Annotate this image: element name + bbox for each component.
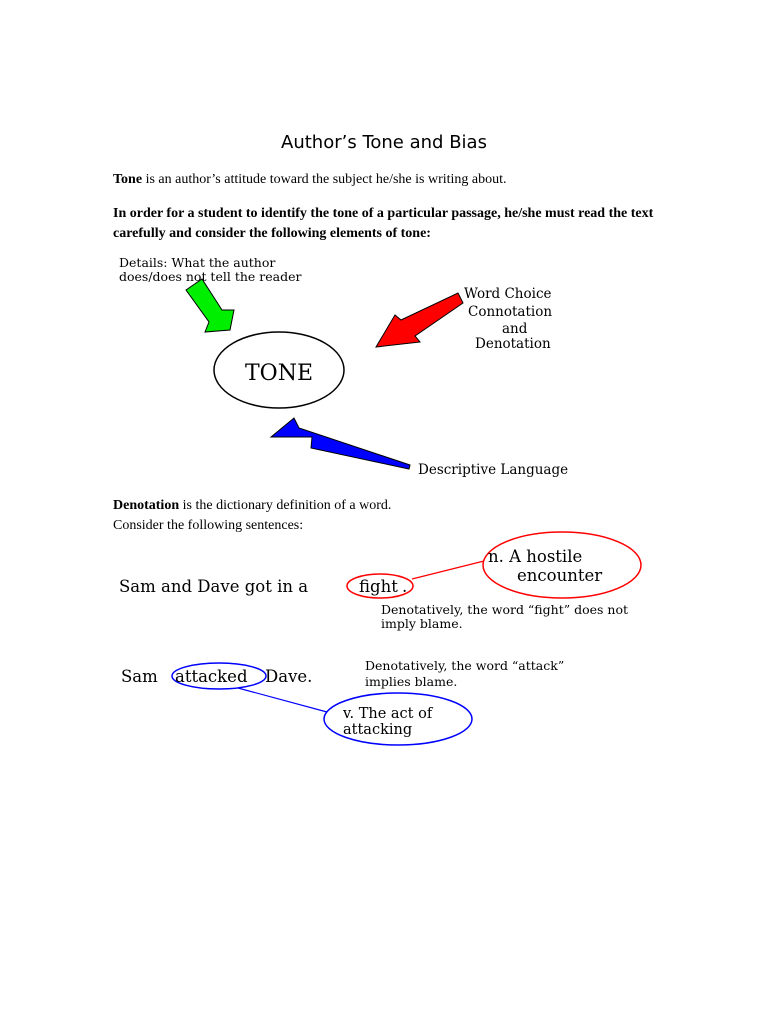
example2-sentence-start: Sam	[121, 667, 158, 686]
denotation-paragraph	[113, 496, 673, 536]
details-arrow	[186, 279, 234, 332]
attack-note-line1: Denotatively, the word “attack”	[365, 658, 565, 673]
tone-definition-text: is an author’s attitude toward the subject he/she is writing about.	[142, 172, 507, 187]
attacked-definition-line1: v. The act of	[343, 706, 433, 722]
descriptive-label: Descriptive Language	[418, 462, 569, 478]
fight-definition-line2: encounter	[517, 566, 603, 585]
example1-word: fight	[359, 577, 398, 596]
attacked-definition-line2: attacking	[343, 722, 413, 738]
fight-note-line1: Denotatively, the word “fight” does not	[381, 602, 628, 617]
details-label-line1: Details: What the author	[119, 255, 276, 270]
connotation-label: Connotation	[468, 304, 553, 320]
attacked-connector	[238, 688, 327, 712]
denotation-definition-text: is the dictionary definition of a word.	[179, 498, 392, 513]
and-label: and	[502, 321, 528, 337]
fight-connector	[412, 561, 484, 579]
instruction-paragraph: In order for a student to identify the tone of a particular passage, he/she must read the text carefully and consider the following elements of tone:	[113, 206, 654, 241]
attack-note-line2: implies blame.	[365, 674, 458, 689]
denotation-term: Denotation	[113, 498, 180, 513]
page-title: Author’s Tone and Bias	[281, 132, 487, 153]
word-choice-label: Word Choice	[464, 286, 552, 302]
example2-word: attacked	[175, 667, 248, 686]
tone-center-label: TONE	[244, 361, 314, 386]
consider-sentences-text: Consider the following sentences:	[113, 518, 304, 533]
example1-sentence-end: .	[402, 577, 408, 596]
fight-definition-line1: n. A hostile	[488, 547, 583, 566]
tone-term: Tone	[113, 172, 143, 187]
denotation-label: Denotation	[475, 336, 551, 352]
example1-sentence-start: Sam and Dave got in a	[119, 577, 309, 596]
word-choice-arrow	[376, 293, 463, 347]
details-label-line2: does/does not tell the reader	[119, 269, 302, 284]
descriptive-arrow	[271, 418, 410, 469]
fight-note-line2: imply blame.	[381, 616, 463, 631]
example2-sentence-end: Dave.	[265, 667, 313, 686]
